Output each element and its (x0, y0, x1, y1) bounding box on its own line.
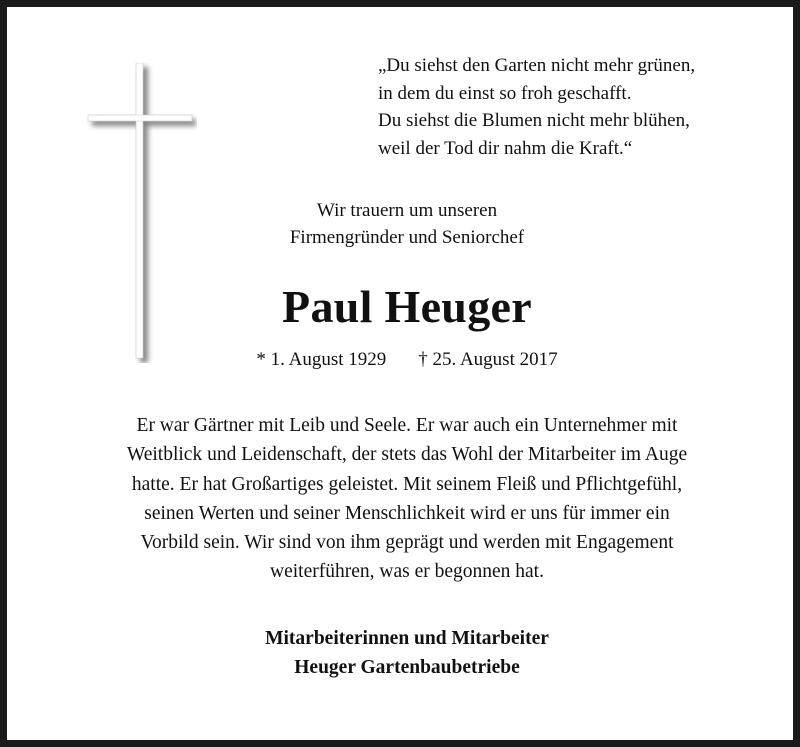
tribute-text (57, 411, 757, 587)
tribute-line: seinen Werten und seiner Menschlichkeit wird er uns für immer ein (144, 502, 670, 524)
tribute-line: Er war Gärtner mit Leib und Seele. Er war auch ein Unternehmer mit (136, 415, 678, 436)
poem-quote (378, 52, 788, 162)
tribute-line: hatte. Er hat Großartiges geleistet. Mit seinem Fleiß und Pflichtgefühl, (131, 473, 683, 495)
mourning-intro (207, 197, 607, 251)
poem-line: in dem du einst so froh geschafft. (378, 82, 632, 104)
poem-line: Du siehst die Blumen nicht mehr blühen, (378, 110, 690, 131)
tribute-line: weiterführen, was er begonnen hat. (270, 561, 544, 583)
intro-line: Wir trauern um unseren (316, 200, 498, 221)
signature-line: Heuger Gartenbaubetriebe (294, 657, 520, 678)
poem-line: „Du siehst den Garten nicht mehr grünen, (378, 55, 696, 76)
death-date: † 25. August 2017 (418, 349, 558, 370)
poem-line: weil der Tod dir nahm die Kraft.“ (378, 137, 633, 159)
signature-block (157, 624, 657, 682)
signature-line: Mitarbeiterinnen und Mitarbeiter (265, 628, 549, 649)
deceased-name: Paul Heuger (282, 281, 532, 332)
life-dates (207, 347, 607, 373)
tribute-line: Vorbild sein. Wir sind von ihm geprägt und werden mit Engagement (140, 532, 674, 554)
tribute-line: Weitblick und Leidenschaft, der stets das Wohl der Mitarbeiter im Auge (126, 444, 688, 466)
birth-date: * 1. August 1929 (256, 349, 387, 370)
intro-line: Firmengründer und Seniorchef (289, 227, 525, 248)
